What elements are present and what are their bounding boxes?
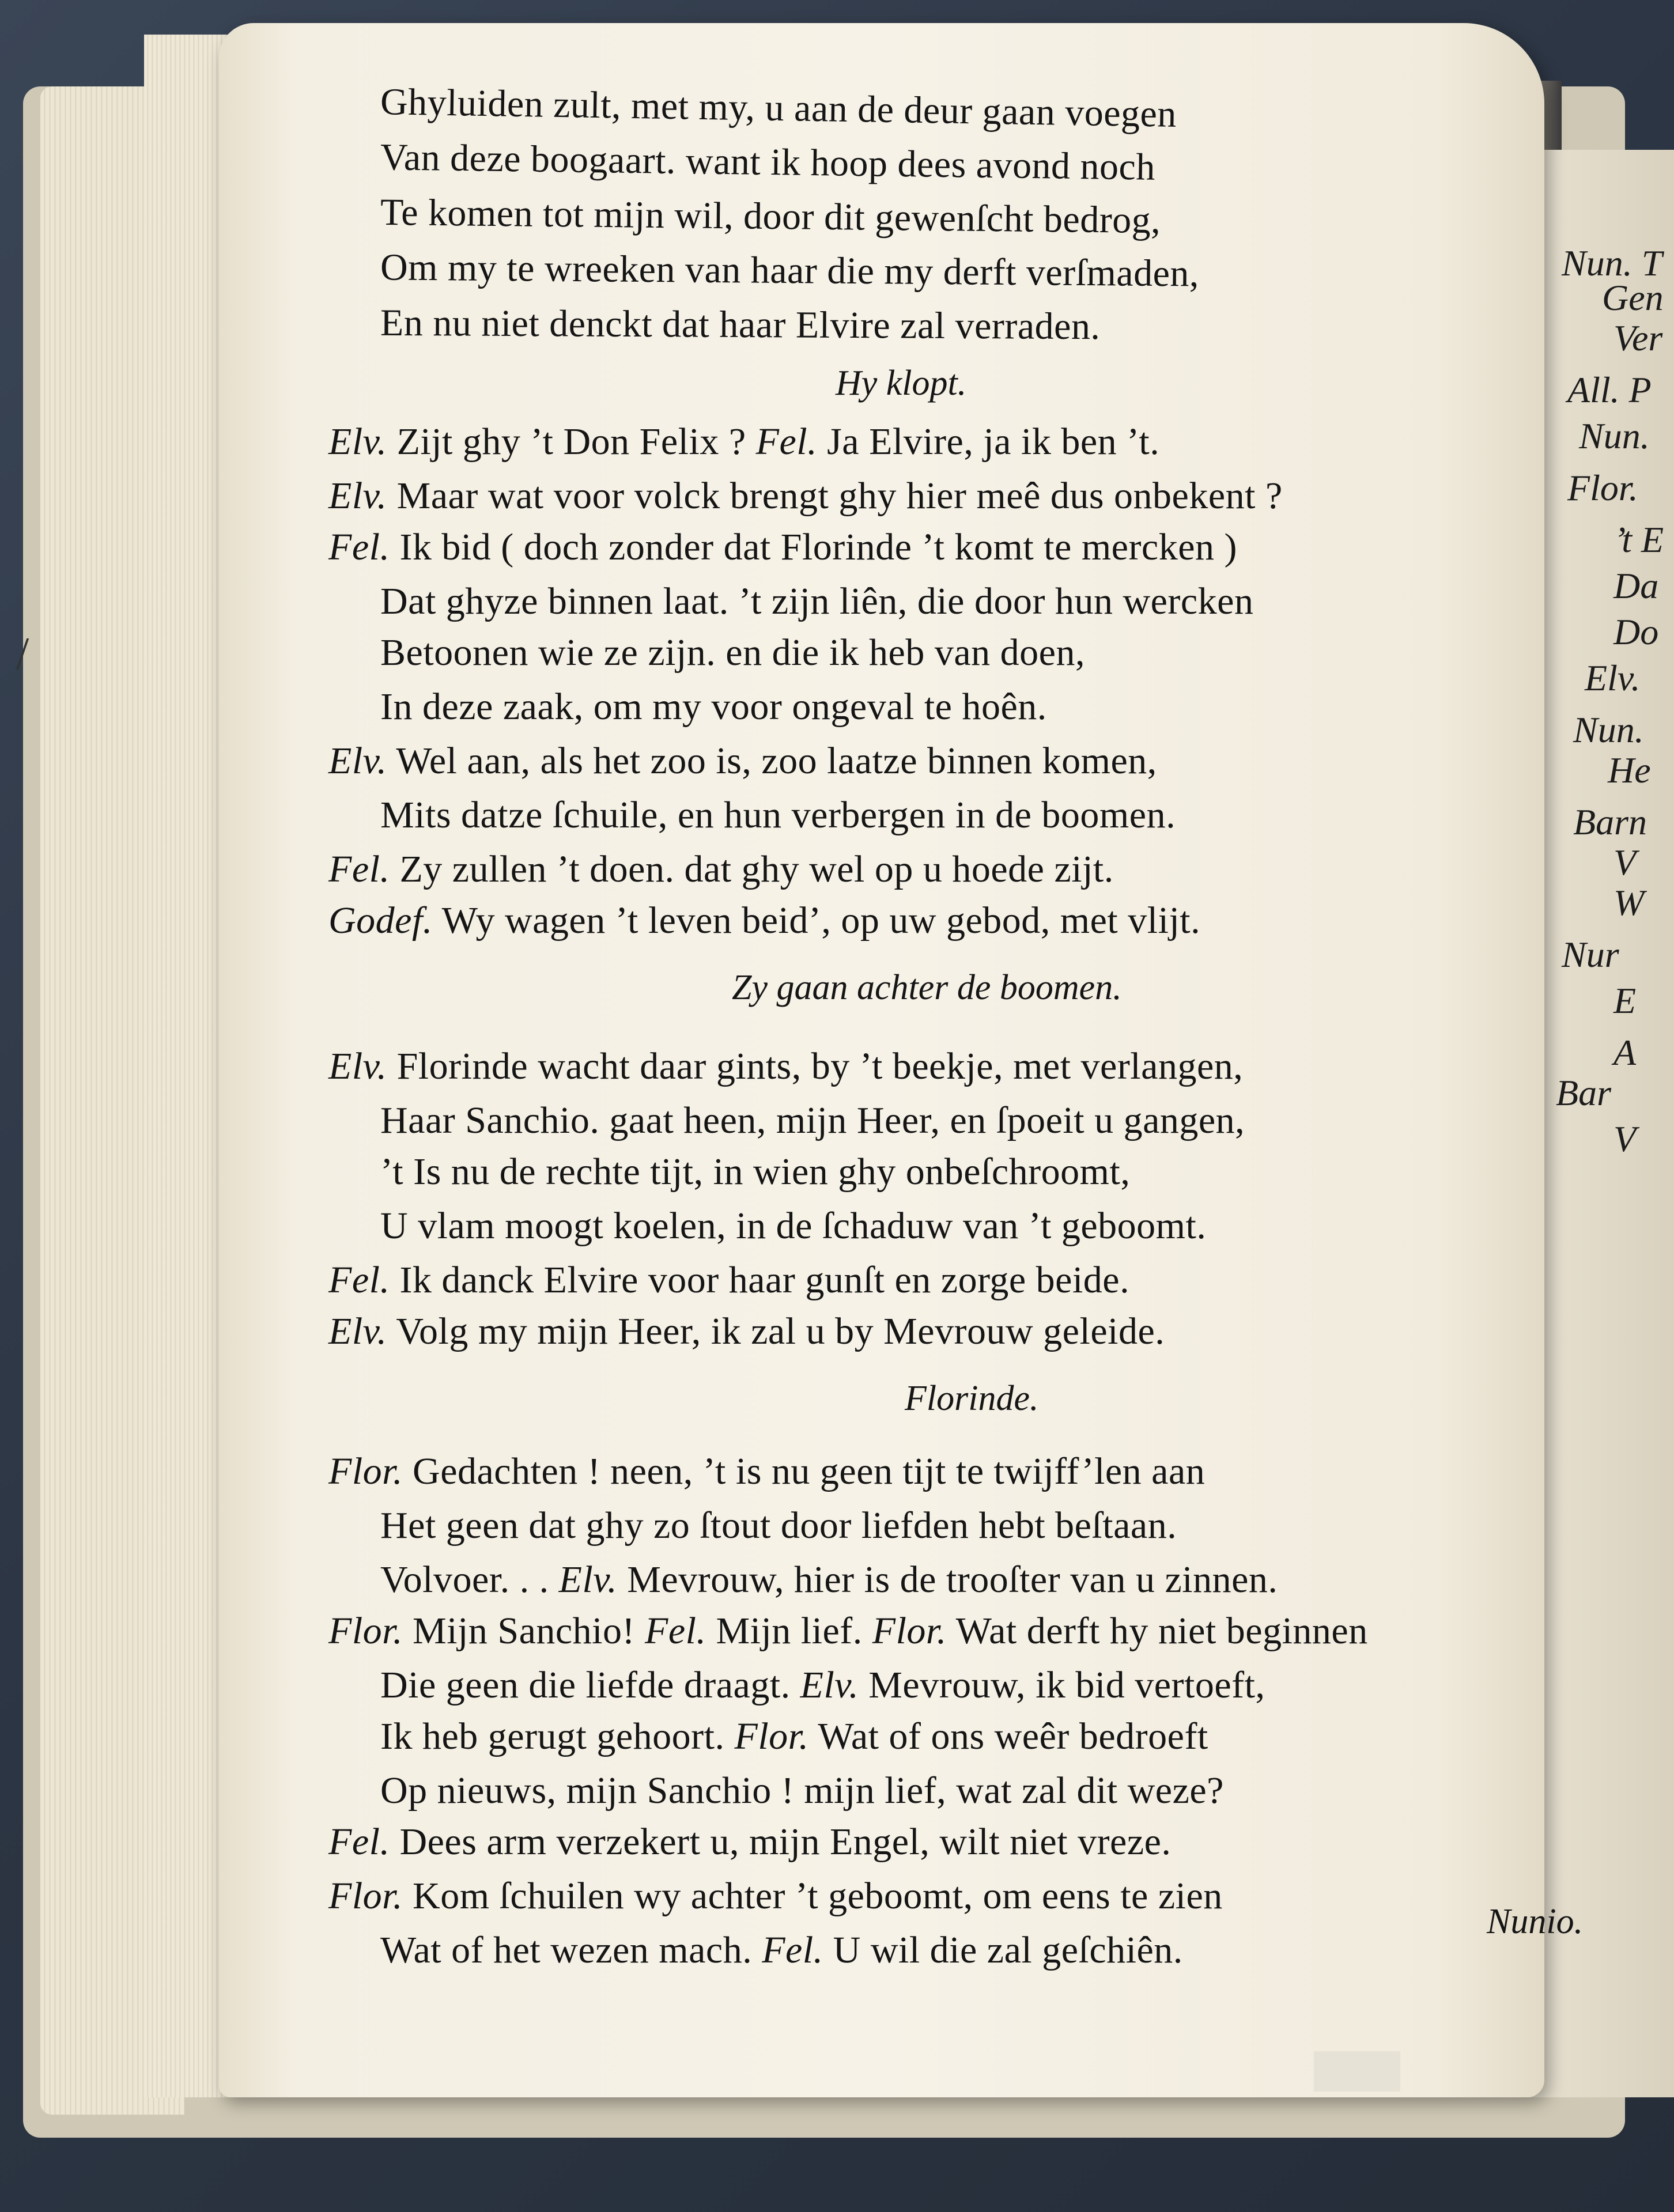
- right-page-fragment: Da: [1613, 565, 1659, 606]
- right-page-fragment: E: [1613, 980, 1637, 1021]
- verse-text: Wat of ons weêr bedroeft: [818, 1715, 1208, 1757]
- verse-line: [328, 474, 1283, 518]
- speaker-label: Fel.: [328, 526, 390, 568]
- verse-line: [380, 1204, 1206, 1248]
- verse-line: [380, 1558, 1278, 1602]
- speaker-label: Fel.: [328, 1821, 390, 1863]
- verse-text: Te komen tot mijn wil, door dit gewenſcht bedrog,: [380, 191, 1161, 242]
- speaker-label: Fel.: [328, 1259, 390, 1301]
- library-sticker: [1314, 2051, 1400, 2092]
- verse-text: Florinde wacht daar gints, by ’t beekje, met verlangen,: [396, 1045, 1244, 1087]
- verse-text: Betoonen wie ze zijn. en die ik heb van doen,: [380, 632, 1085, 674]
- right-page-fragment: V: [1613, 842, 1637, 883]
- verse-text: Volg my mijn Heer, ik zal u by Mevrouw geleide.: [396, 1310, 1165, 1352]
- speaker-label: Flor.: [872, 1610, 947, 1652]
- verse-text: Mevrouw, hier is de trooſter van u zinnen.: [627, 1559, 1278, 1601]
- speaker-label: Flor.: [328, 1875, 403, 1917]
- verse-text: En nu niet denckt dat haar Elvire zal verraden.: [380, 301, 1101, 348]
- verse-line: [380, 1150, 1130, 1194]
- verse-text: Mits datze ſchuile, en hun verbergen in de boomen.: [380, 794, 1176, 836]
- verse-line: [380, 1099, 1245, 1143]
- verse-text: Kom ſchuilen wy achter ’t geboomt, om eens te zien: [413, 1875, 1223, 1917]
- verse-text: In deze zaak, om my voor ongeval te hoên.: [380, 686, 1047, 728]
- verse-line: [328, 525, 1237, 569]
- verse-text: Volvoer. . .: [380, 1559, 549, 1601]
- speaker-label: Fel.: [328, 848, 390, 890]
- speaker-label: Elv.: [328, 1045, 387, 1087]
- speaker-label: Elv.: [328, 1310, 387, 1352]
- verse-text: U wil die zal geſchiên.: [833, 1929, 1183, 1971]
- verse-text: Om my te wreeken van haar die my derft verſmaden,: [380, 246, 1200, 295]
- verse-text: Zijt ghy ’t Don Felix ?: [396, 421, 746, 463]
- verse-text: Dees arm verzekert u, mijn Engel, wilt niet vreze.: [399, 1821, 1172, 1863]
- verse-text: Van deze boogaart. want ik hoop dees avond noch: [380, 136, 1156, 188]
- verse-line: [328, 739, 1157, 783]
- verse-line: [328, 1450, 1205, 1493]
- speaker-label: Fel.: [645, 1610, 706, 1652]
- right-page-fragment: Nun.: [1573, 709, 1644, 750]
- verse-line: [380, 793, 1176, 837]
- verse-line: [380, 1504, 1177, 1548]
- verse-line: [380, 191, 1161, 243]
- speaker-label: Elv.: [328, 421, 387, 463]
- verse-text: Mijn lief.: [716, 1610, 863, 1652]
- verse-text: Maar wat voor volck brengt ghy hier meê dus onbekent ?: [396, 475, 1283, 517]
- verse-text: Dat ghyze binnen laat. ’t zijn liên, die door hun wercken: [380, 580, 1254, 622]
- verse-text: Ghyluiden zult, met my, u aan de deur gaan voegen: [380, 81, 1177, 135]
- verse-text: Die geen die liefde draagt.: [380, 1664, 791, 1706]
- right-page-fragment: Elv.: [1585, 657, 1641, 698]
- right-page-fragment: Do: [1613, 611, 1659, 652]
- speaker-label: Flor.: [328, 1450, 403, 1492]
- speaker-label: Flor.: [328, 1610, 403, 1652]
- right-page-fragment: Barn: [1573, 801, 1647, 842]
- verse-text: Ja Elvire, ja ik ben ’t.: [827, 421, 1160, 463]
- verse-text: Mijn Sanchio!: [413, 1610, 635, 1652]
- margin-mark: /: [16, 629, 29, 679]
- verse-line: [328, 1820, 1171, 1864]
- right-page-fragment: Nur: [1562, 934, 1619, 975]
- verse-text: Ik danck Elvire voor haar gunſt en zorge beide.: [399, 1259, 1130, 1301]
- verse-line: [380, 580, 1253, 623]
- verse-text: Wat derft hy niet beginnen: [955, 1610, 1368, 1652]
- verse-text: Wat of het wezen mach.: [380, 1929, 753, 1971]
- verse-text: Ik heb gerugt gehoort.: [380, 1715, 725, 1757]
- verse-line: [380, 685, 1047, 729]
- verse-line: [328, 420, 1159, 464]
- verse-line: [380, 1715, 1208, 1759]
- speaker-label: Flor.: [734, 1715, 809, 1757]
- verse-text: Haar Sanchio. gaat heen, mijn Heer, en ſpoeit u gangen,: [380, 1099, 1245, 1141]
- right-page-fragment: W: [1613, 882, 1645, 923]
- verse-line: [380, 1663, 1265, 1707]
- verse-text: Het geen dat ghy zo ſtout door liefden hebt beſtaan.: [380, 1504, 1177, 1546]
- right-page-fragment: ’t E: [1613, 519, 1664, 560]
- verse-text: ’t Is nu de rechte tijt, in wien ghy onbeſchroomt,: [380, 1151, 1131, 1193]
- speaker-label: Fel.: [762, 1929, 823, 1971]
- verse-line: [380, 631, 1085, 675]
- speaker-label: Elv.: [800, 1664, 859, 1706]
- right-page-fragment: He: [1608, 750, 1651, 791]
- right-page-fragment: Ver: [1613, 317, 1663, 358]
- right-page-fragment: V: [1613, 1118, 1637, 1159]
- verse-text: Wy wagen ’t leven beid’, op uw gebod, met vlijt.: [441, 899, 1201, 941]
- stage-direction: Zy gaan achter de boomen.: [732, 968, 1122, 1007]
- verse-line: [328, 1045, 1243, 1088]
- verse-text: Mevrouw, ik bid vertoeft,: [868, 1664, 1265, 1706]
- stage-direction: Hy klopt.: [836, 364, 967, 403]
- verse-line: [328, 848, 1114, 891]
- speaker-label: Elv.: [328, 475, 387, 517]
- speaker-label: Elv.: [328, 740, 387, 782]
- right-page-fragment: Nun.: [1579, 415, 1650, 456]
- verse-line: [380, 245, 1200, 296]
- verse-text: Wel aan, als het zoo is, zoo laatze binnen komen,: [396, 740, 1157, 782]
- right-page-fragment: All. P: [1567, 369, 1652, 410]
- verse-line: [380, 1929, 1183, 1972]
- stage-direction: Florinde.: [905, 1379, 1039, 1418]
- verse-text: Ik bid ( doch zonder dat Florinde ’t komt te mercken ): [399, 526, 1237, 568]
- verse-line: [328, 899, 1200, 943]
- verse-line: [328, 1310, 1165, 1353]
- verse-line: [328, 1258, 1129, 1302]
- catchword: Nunio.: [1487, 1902, 1584, 1941]
- speaker-label: Fel.: [755, 421, 818, 463]
- verse-line: [380, 301, 1101, 349]
- speaker-label: Godef.: [328, 899, 433, 941]
- speaker-label: Elv.: [558, 1559, 618, 1601]
- verse-text: U vlam moogt koelen, in de ſchaduw van ’t geboomt.: [380, 1205, 1207, 1247]
- verse-text: Op nieuws, mijn Sanchio ! mijn lief, wat zal dit weze?: [380, 1769, 1224, 1812]
- right-page-fragment: A: [1613, 1032, 1637, 1073]
- verse-line: [380, 1769, 1224, 1813]
- verse-line: [328, 1609, 1368, 1653]
- verse-line: [328, 1874, 1223, 1918]
- right-page-fragment: Nun. T: [1562, 243, 1662, 283]
- verse-text: Gedachten ! neen, ’t is nu geen tijt te twijff’len aan: [413, 1450, 1206, 1492]
- verse-text: Zy zullen ’t doen. dat ghy wel op u hoede zijt.: [399, 848, 1114, 890]
- right-page-fragment: Gen: [1602, 277, 1664, 318]
- right-page-fragment: Bar: [1556, 1072, 1611, 1113]
- right-page-fragment: Flor.: [1567, 467, 1638, 508]
